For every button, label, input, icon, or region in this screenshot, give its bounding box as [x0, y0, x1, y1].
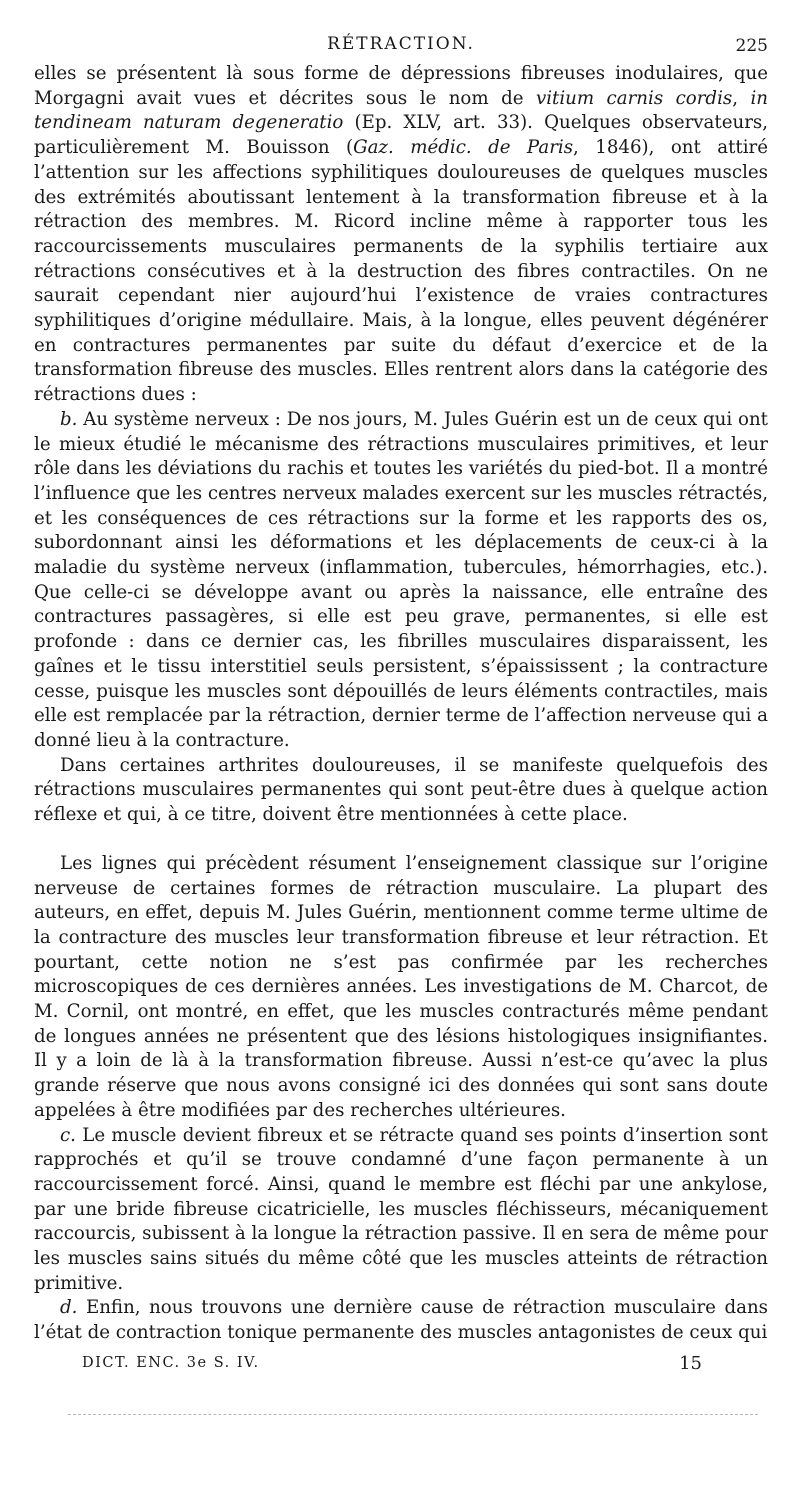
page	[34, 28, 768, 1346]
bottom-rule	[68, 1414, 758, 1415]
italic-text: in tendineam naturam degeneratio	[34, 87, 768, 134]
italic-text: b.	[60, 408, 78, 430]
italic-text: vitium carnis cordis	[535, 87, 733, 109]
running-title: RÉTRACTION.	[327, 34, 475, 54]
text-run: (Ep. XLV, art. 33). Quelques observateurs, particulièrement M. Bouisson (	[34, 112, 768, 159]
italic-text: Gaz. médic. de Paris	[353, 137, 574, 159]
body-paragraph	[34, 754, 768, 828]
text-run: Dans certaines arthrites douloureuses, il se manifeste quelquefois des rétractions musculaires permanentes qui sont peut-être dues à quelque action réflexe et qui, à ce titre, doivent être mentionnées à cette place.	[34, 754, 768, 826]
text-run: Le muscle devient fibreux et se rétracte quand ses points d’insertion sont rapprochés et qu’il se trouve condamné d’une façon permanente à un raccourcissement forcé. Ainsi, quand le membre est fléchi par une ankylose, par une bride fibreuse cicatricielle, les muscles fléchisseurs, mécaniquement raccourcis, subissent à la longue la rétraction passive. Il en sera de même pour les muscles sains situés du même côté que les muscles atteints de rétraction primitive.	[34, 1124, 768, 1294]
italic-text: d.	[60, 1297, 78, 1319]
body-paragraph	[34, 1296, 768, 1345]
body-paragraph	[34, 408, 768, 754]
text-run: Les lignes qui précèdent résument l’enseignement classique sur l’origine nerveuse de certaines formes de rétraction musculaire. La plupart des auteurs, en effet, depuis M. Jules Guérin, mentionnent comme terme ultime de la contracture des muscles leur transformation fibreuse et leur rétraction. Et pourtant, cette notion ne s’est pas confirmée par les recherches microscopiques de ces dernières années. Les investigations de M. Charcot, de M. Cornil, ont montré, en effet, que les muscles contracturés même pendant de longues années ne présentent que des lésions histologiques insignifiantes. Il y a loin de là à la transformation fibreuse. Aussi n’est-ce qu’avec la plus grande réserve que nous avons consigné ici des données qui sont sans doute appelées à être modifiées par des recherches ultérieures.	[34, 852, 768, 1121]
printer-signature: DICT. ENC. 3e S. IV.	[82, 1355, 260, 1371]
body-text	[34, 62, 768, 1346]
text-run: ,	[732, 87, 751, 109]
text-run: Au système nerveux : De nos jours, M. Jules Guérin est un de ceux qui ont le mieux étudié le mécanisme des rétractions musculaires primitives, et leur rôle dans les déviations du rachis et toutes les variétés du pied-bot. Il a montré l’influence que les centres nerveux malades exercent sur les muscles rétractés, et les conséquences de ces rétractions sur la forme et les rapports des os, subordonnant ainsi les déformations et les déplacements de ceux-ci à la maladie du système nerveux (inflammation, tubercules, hémorrhagies, etc.). Que celle-ci se développe avant ou après la naissance, elle entraîne des contractures passagères, si elle est peu grave, permanentes, si elle est profonde : dans ce dernier cas, les fibrilles musculaires disparaissent, les gaînes et le tissu interstitiel seuls persistent, s’épaississent ; la contracture cesse, puisque les muscles sont dépouillés de leurs éléments contractiles, mais elle est remplacée par la rétraction, dernier terme de l’affection nerveuse qui a donné lieu à la contracture.	[34, 408, 768, 751]
text-run: , 1846), ont attiré l’attention sur les affections syphilitiques douloureuses de quelques muscles des extrémités aboutissant lentement à la transformation fibreuse et à la rétraction des membres. M. Ricord incline même à rapporter tous les raccourcissements musculaires permanents de la syphilis tertiaire aux rétractions consécutives et à la destruction des fibres contractiles. On ne saurait cependant nier aujourd’hui l’existence de vraies contractures syphilitiques d’origine médullaire. Mais, à la longue, elles peuvent dégénérer en contractures permanentes par suite du défaut d’exercice et de la transformation fibreuse des muscles. Elles rentrent alors dans la catégorie des rétractions dues :	[34, 137, 768, 406]
signature-number: 15	[679, 1353, 702, 1374]
text-run: Enfin, nous trouvons une dernière cause de rétraction musculaire dans l’état de contraction tonique permanente des muscles antagonistes de ceux qui	[34, 1297, 768, 1344]
text-run: elles se présentent là sous forme de dépressions fibreuses inodulaires, que Morgagni avait vues et décrites sous le nom de	[34, 63, 768, 109]
body-paragraph	[34, 852, 768, 1124]
body-paragraph	[34, 62, 768, 408]
page-header	[34, 28, 768, 62]
page-footer	[82, 1353, 702, 1377]
italic-text: c.	[60, 1124, 76, 1146]
page-number: 225	[735, 36, 768, 56]
body-paragraph	[34, 1124, 768, 1297]
